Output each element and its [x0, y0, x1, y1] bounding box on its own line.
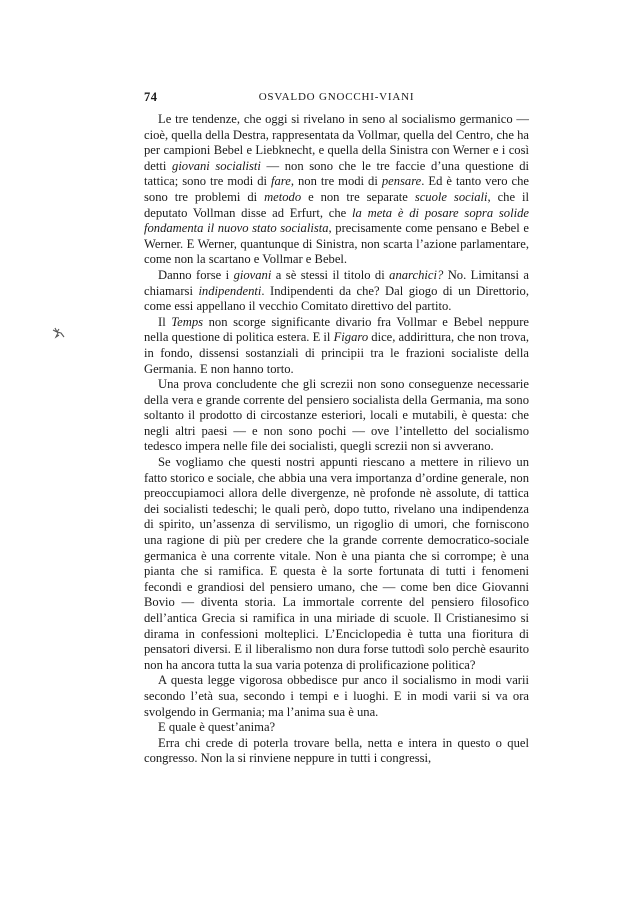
italic-text: indipendenti — [198, 283, 262, 298]
italic-text: anarchici? — [389, 267, 444, 282]
text-run: a sè stessi il titolo di — [271, 267, 390, 282]
text-run: dice, addirittura, che non trova, in fondo, dissensi sostanziali di principii tra le frazioni socialiste della Germania. E non hanno torto. — [144, 330, 530, 376]
body-text — [144, 112, 529, 767]
paragraph — [144, 720, 529, 736]
text-run: — non sono che le tre faccie d’una questione di tattica; sono tre modi di — [144, 158, 529, 189]
text-run: E quale è quest’anima? — [158, 720, 276, 735]
text-run: Il — [158, 314, 172, 329]
book-page — [144, 90, 529, 767]
page-number: 74 — [144, 90, 158, 104]
text-run: Una prova concludente che gli screzii non sono conseguenze necessarie della vera e grande corrente del pensiero socialista della Germania, ma sono soltanto il prodotto di circostanze esteriori, locali e mutabili, è questa: che negli altri paesi — e non sono pochi — ove l’intelletto del socialismo tedesco impera nelle file dei socialisti, quegli screzii non si avverano. — [144, 377, 529, 454]
running-title: OSVALDO GNOCCHI-VIANI — [258, 91, 415, 103]
paragraph — [144, 673, 529, 720]
paragraph — [144, 377, 529, 455]
text-run: . Indipendenti da che? Dal giogo di un Direttorio, come essi appellano il vecchio Comitato direttivo del partito. — [144, 283, 529, 314]
text-run: Erra chi crede di poterla trovare bella, netta e intera in questo o quel congresso. Non la si rinviene neppure in tutti i congressi, — [144, 735, 529, 766]
paragraph — [144, 455, 529, 673]
text-run: , che il deputato Vollman disse ad Erfurt, che — [144, 189, 529, 220]
italic-text: giovani socialisti — [172, 158, 261, 173]
italic-text: giovani — [233, 267, 272, 282]
text-run: Se vogliamo che questi nostri appunti riescano a mettere in rilievo un fatto storico e sociale, che abbia una vera importanza d’ordine generale, non preoccupiamoci allora delle divergenze, nè profonde nè assolute, di tattica dei socialisti tedeschi; le quali però, dopo tutto, rivelano una indipendenza di spirito, un’assenza di servilismo, un rigoglio di umori, che forniscono una ragione di più per credere che la grande corrente democratico-sociale germanica è una corrente vitale. Non è una pianta che si corrompe; è una pianta che si ramifica. E questa è la sorte fortunata di tutti i fenomeni fecondi e grandiosi del pensiero umano, che — come ben dice Giovanni Bovio — diventa storia. La immortale corrente del pensiero filosofico dell’antica Grecia si ramifica in una miriade di scuole. Il Cristianesimo si dirama in confessioni molteplici. L’Enciclopedia è tutta una fioritura di pensatori diversi. E il liberalismo non dura forse tuttodì solo perchè esaurito non ha ancora tutta la sua varia potenza di prolificazione politica? — [144, 455, 529, 672]
paragraph — [144, 315, 529, 377]
text-run: A questa legge vigorosa obbedisce pur anco il socialismo in modi varii secondo l’età sua, secondo i tempi e i luoghi. E in modi varii si va ora svolgendo in Germania; ma l’anima sua è una. — [144, 673, 529, 719]
italic-text: la meta è di posare sopra solide fondamenta il nuovo stato socialista — [144, 205, 529, 236]
italic-text: fare — [271, 174, 291, 189]
running-head — [144, 90, 529, 112]
italic-text: Temps — [171, 314, 204, 329]
text-run: non scorge significante divario fra Vollmar e Bebel neppure nella questione di politica estera. E il — [144, 314, 529, 345]
text-run: , non tre modi di — [290, 174, 382, 189]
text-run: , precisamente come pensano e Bebel e Werner. E Werner, quantunque di Sinistra, non scarta l’azione parlamentare, come non la scartano e Vollmar e Bebel. — [144, 221, 529, 267]
paragraph — [144, 268, 529, 315]
text-run: No. Limitansi a chiamarsi — [144, 267, 529, 298]
text-run: . Ed è tanto vero che sono tre problemi di — [144, 174, 529, 204]
text-run: e non tre separate — [301, 189, 415, 204]
italic-text: scuole sociali — [414, 189, 488, 204]
paragraph — [144, 736, 529, 767]
text-run: Le tre tendenze, che oggi si rivelano in seno al socialismo germanico — cioè, quella della Destra, rappresentata da Vollmar, quella del Centro, che ha per campioni Bebel e Liebknecht, e quella della Sinistra con Werner e i così detti — [144, 112, 529, 173]
margin-ink-mark — [52, 326, 66, 338]
italic-text: Figaro — [333, 330, 369, 345]
paragraph — [144, 112, 529, 268]
italic-text: pensare — [381, 174, 422, 189]
text-run: Danno forse i — [158, 267, 234, 282]
italic-text: metodo — [264, 189, 302, 204]
